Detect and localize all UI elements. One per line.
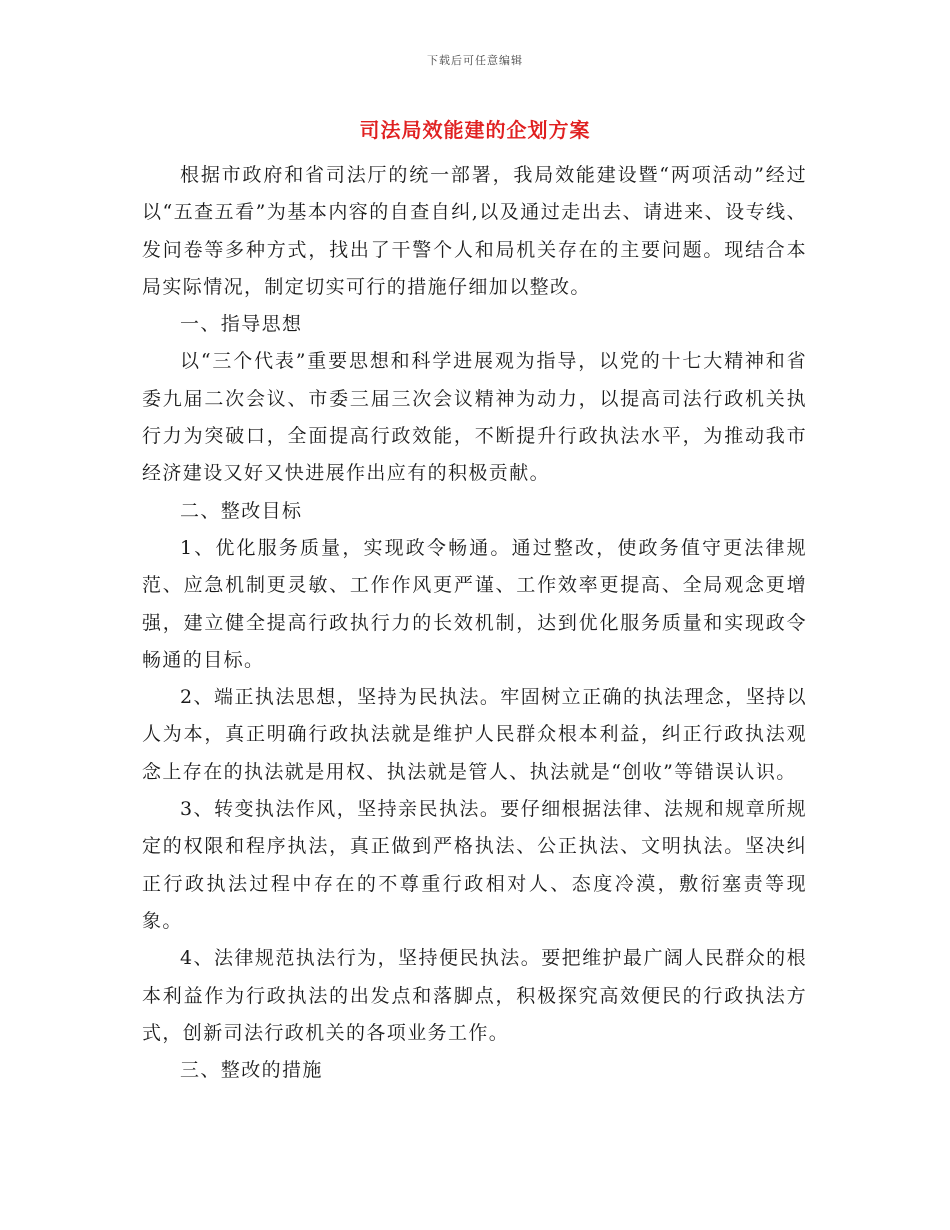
section-heading-rectification-goals: 二、整改目标 [180,499,303,522]
paragraph-goal-2: 2、端正执法思想，坚持为民执法。牢固树立正确的执法理念，坚持以人为本，真正明确行政执法就是维护人民群众根本利益，纠正行政执法观念上存在的执法就是用权、执法就是管人、执法就是“创收”等错误认识。 [142,686,807,783]
paragraph-goal-4: 4、法律规范执法行为，坚持便民执法。要把维护最广阔人民群众的根本利益作为行政执法的出发点和落脚点，积极探究高效便民的行政执法方式，创新司法行政机关的各项业务工作。 [142,947,807,1044]
paragraph-goal-1: 1、优化服务质量，实现政令畅通。通过整改，使政务值守更法律规范、应急机制更灵敏、工作作风更严谨、工作效率更提高、全局观念更增强，建立健全提高行政执行力的长效机制，达到优化服务质量和实现政令畅通的目标。 [142,536,807,671]
paragraph-guiding-ideology: 以“三个代表”重要思想和科学进展观为指导，以党的十七大精神和省委九届二次会议、市委三届三次会议精神为动力，以提高司法行政机关执行力为突破口，全面提高行政效能，不断提升行政执法水平，为推动我市经济建设又好又快进展作出应有的积极贡献。 [142,350,807,485]
paragraph-intro: 根据市政府和省司法厅的统一部署，我局效能建设暨“两项活动”经过以“五查五看”为基本内容的自查自纠,以及通过走出去、请进来、设专线、发问卷等多种方式，找出了干警个人和局机关存在的主要问题。现结合本局实际情况，制定切实可行的措施仔细加以整改。 [142,164,807,298]
header-note: 下载后可任意编辑 [427,54,523,67]
document-body [142,157,807,1089]
section-heading-measures: 三、整改的措施 [180,1059,323,1082]
document-title: 司法局效能建的企划方案 [359,118,591,142]
section-heading-guiding-ideology: 一、指导思想 [180,313,303,336]
paragraph-goal-3: 3、转变执法作风，坚持亲民执法。要仔细根据法律、法规和规章所规定的权限和程序执法，真正做到严格执法、公正执法、文明执法。坚决纠正行政执法过程中存在的不尊重行政相对人、态度冷漠，敷衍塞责等现象。 [142,798,807,932]
